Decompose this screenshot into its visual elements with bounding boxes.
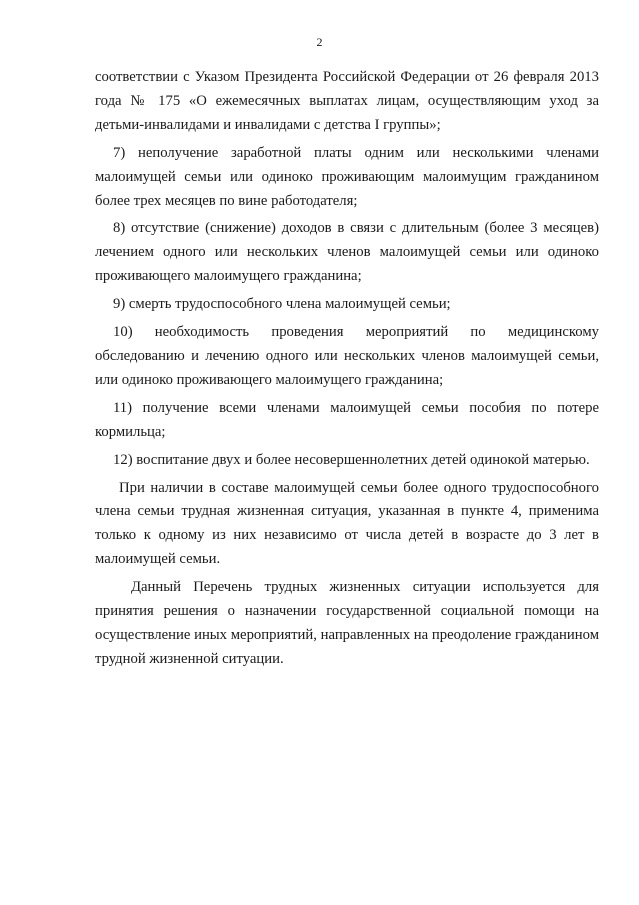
list-item-11: 11) получение всеми членами малоимущей семьи пособия по потере кормильца;: [95, 399, 599, 440]
list-item-10: 10) необходимость проведения мероприятий по медицинскому обследованию и лечению одного или нескольких членов малоимущей семьи, или одиноко проживающего малоимущего гражданина;: [95, 324, 599, 388]
paragraph-multiple-members: При наличии в составе малоимущей семьи более одного трудоспособного члена семьи трудная жизненная ситуация, указанная в пункте 4, применима только к одному из них независимо от числа детей в возрасте до 3 лет в малоимущей семьи.: [95, 479, 599, 568]
list-item-7: 7) неполучение заработной платы одним или несколькими членами малоимущей семьи или одиноко проживающим малоимущим гражданином более трех месяцев по вине работодателя;: [95, 144, 599, 209]
paragraph-decree-reference: соответствии с Указом Президента Российской Федерации от 26 февраля 2013 года № 175 «О ежемесячных выплатах лицам, осуществляющим уход за детьми-инвалидами и инвалидами с детства I группы»;: [95, 69, 599, 133]
page-number: 2: [316, 35, 323, 49]
list-item-9: 9) смерть трудоспособного члена малоимущей семьи;: [113, 296, 451, 313]
paragraph-list-usage: Данный Перечень трудных жизненных ситуации используется для принятия решения о назначении государственной социальной помощи на осуществление иных мероприятий, направленных на преодоление гражданином трудной жизненной ситуации.: [95, 579, 599, 667]
list-item-8: 8) отсутствие (снижение) доходов в связи с длительным (более 3 месяцев) лечением одного или нескольких членов малоимущей семьи или одиноко проживающего малоимущего гражданина;: [95, 220, 599, 285]
document-body: [95, 66, 599, 676]
list-item-12: 12) воспитание двух и более несовершеннолетних детей одинокой матерью.: [113, 451, 590, 468]
